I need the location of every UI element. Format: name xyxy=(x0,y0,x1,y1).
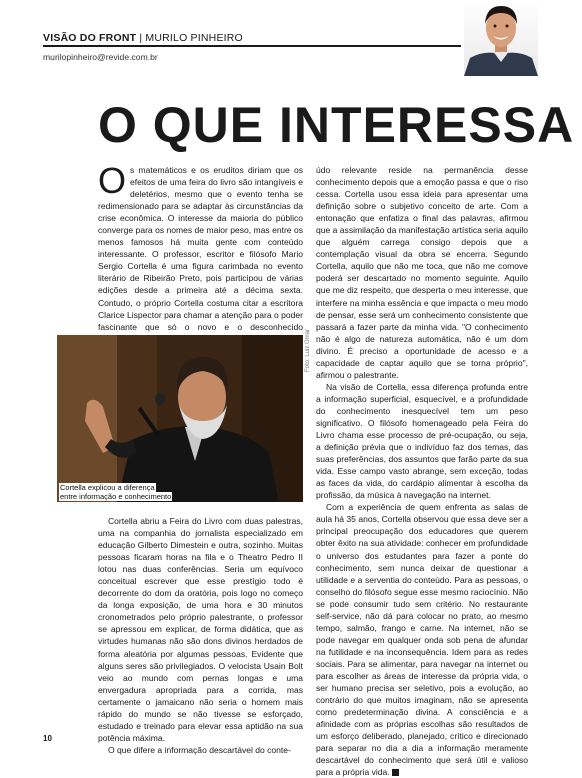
paragraph-5: Na visão de Cortella, essa diferença profunda entre a informação superficial, esquecível, e a profundidade do conhecimento inesquecível tem um peso significativo. O filósofo homenageado pela Feira do Livro chama esse processo de pré-ocupação, ou seja, a definição prévia que o indivíduo faz dos temas, das suas preferências, dos assuntos que farão parte da sua vida. Esse campo vasto abrange, sem exceção, todas as faces da vida, do cardápio alimentar à escolha da profissão, da música à navegação na internet. xyxy=(316,381,528,501)
text-column-left-lower xyxy=(98,515,303,756)
paragraph-intro xyxy=(98,160,303,345)
caption-line-2: entre informação e conhecimento xyxy=(60,492,172,502)
drop-cap: O xyxy=(98,160,127,201)
paragraph-6-text: Com a experiência de quem enfrenta as salas de aula há 35 anos, Cortella observou que essa deve ser a principal preocupação dos educadores que querem obter êxito na sua atividade: conhecer em profundidade o universo dos estudantes para fazer a ponte do conhecimento, sem nunca deixar de questionar a utilidade e a serventia do conteúdo. Para as pessoas, o conselho do filósofo segue esse mesmo raciocínio. Não se pode consumir tudo sem critério. No restaurante self-service, não dá para colocar no prato, ao mesmo tempo, salmão, frango e carne. Na internet, não se pode navegar em qualquer onda sob pena de afundar na futilidade e na inconsequência. Idem para as redes sociais. Para se alimentar, para navegar na internet ou para escolher as áreas de interesse da própria vida, o ser humano precisa ser seletivo, pois a evolução, ao contrário do que muitos imaginam, não se apresenta como predeterminação divina. A consciência e a afinidade com as próprias escolhas são resultados de um esforço deliberado, planejado, crítico e direcionado para separar no dia a dia a informação meramente descartável do conhecimento que será útil e valioso para a própria vida. xyxy=(316,502,528,778)
speaker-photo xyxy=(57,335,303,502)
header-rule xyxy=(43,45,461,47)
article-title: O QUE INTERESSA xyxy=(98,97,575,153)
section-separator: | xyxy=(136,32,146,44)
section-label xyxy=(43,32,243,44)
photo-credit: Foto: Luiz Omar xyxy=(305,328,311,372)
text-column-left xyxy=(98,160,303,345)
caption-line-1: Cortella explicou a diferença xyxy=(60,483,155,492)
paragraph-intro-text: s matemáticos e os eruditos diriam que os efeitos de uma feira do livro são intangíveis e deletérios, mesmo que o evento tenha se redimensionado para se adaptar às circunstâncias da crise econômica. O interesse da maioria do público converge para os nomes de maior peso, mas entre os menos famosos há muita gente com conteúdo interessante. O professor, escritor e filósofo Mario Sergio Cortella é uma figura carimbada no evento literário de Ribeirão Preto, pois participou de várias edições desde a primeira até a décima sexta. Contudo, o próprio Cortella costuma citar a escritora Clarice Lispector para chamar a atenção para o poder fascinante que só o novo e o desconhecido xyxy=(98,165,303,332)
text-column-right xyxy=(316,164,528,778)
paragraph-6 xyxy=(316,501,528,778)
paragraph-3: O que difere a informação descartável do conte- xyxy=(108,744,291,755)
page-number: 10 xyxy=(43,734,52,743)
paragraph-2: Cortella abriu a Feira do Livro com duas palestras, uma na companhia do jornalista especializado em educação Gilberto Dimestein e outra, sozinho. Muitas pessoas ficaram horas na fila e o Theatro Pedro II lotou nas duas conferências. Seria um equívoco conceitual escrever que esse prestígio todo é decorrente do dom da oratória, pois logo no começo da longa exposição, de uma hora e 30 minutos cronometrados pelo próprio palestrante, o professor se apressou em explicar, de forma didática, que as virtudes humanas não são dons divinos herdados de forma aleatória por algumas pessoas. Evidente que alguns seres são privilegiados. O velocista Usain Bolt veio ao mundo com pernas longas e uma envergadura apropriada para a corrida, mas certamente o jamaicano não seria o homem mais rápido do mundo se não tivesse se esforçado, estudado e treinado para elevar essa aptidão na sua potência máxima. xyxy=(98,516,303,743)
end-mark-icon xyxy=(392,769,399,776)
section-name: VISÃO DO FRONT xyxy=(43,32,137,44)
photo-caption xyxy=(59,483,172,502)
paragraph-4: údo relevante reside na permanência desse conhecimento depois que a emoção passa e que o riso cessa. Cortella usou essa ideia para apresentar uma definição sobre o subjetivo conceito de arte. Com a entonação que enfatiza o final das palavras, afirmou que a assimilação da manifestação artística seria aquilo que alguém carrega consigo depois que a contemplação visual da obra se encerra. Segundo Cortella, aquilo que não me toca, que não me comove poderá ser descartado no momento seguinte. Aquilo que me diz respeito, que desperta o meu interesse, que interfere na minha essência e que impacta o meu modo de pensar, esse será um conhecimento consistente que passará a fazer parte da minha vida. "O conhecimento não é algo de natureza automática, não é um dom divino. É preciso a oportunidade de acesso e a capacidade de captar aquilo que se torna próprio", afirmou o palestrante. xyxy=(316,165,528,380)
author-email: murilopinheiro@revide.com.br xyxy=(43,52,158,62)
author-photo xyxy=(464,0,538,76)
author-name: MURILO PINHEIRO xyxy=(145,32,243,44)
